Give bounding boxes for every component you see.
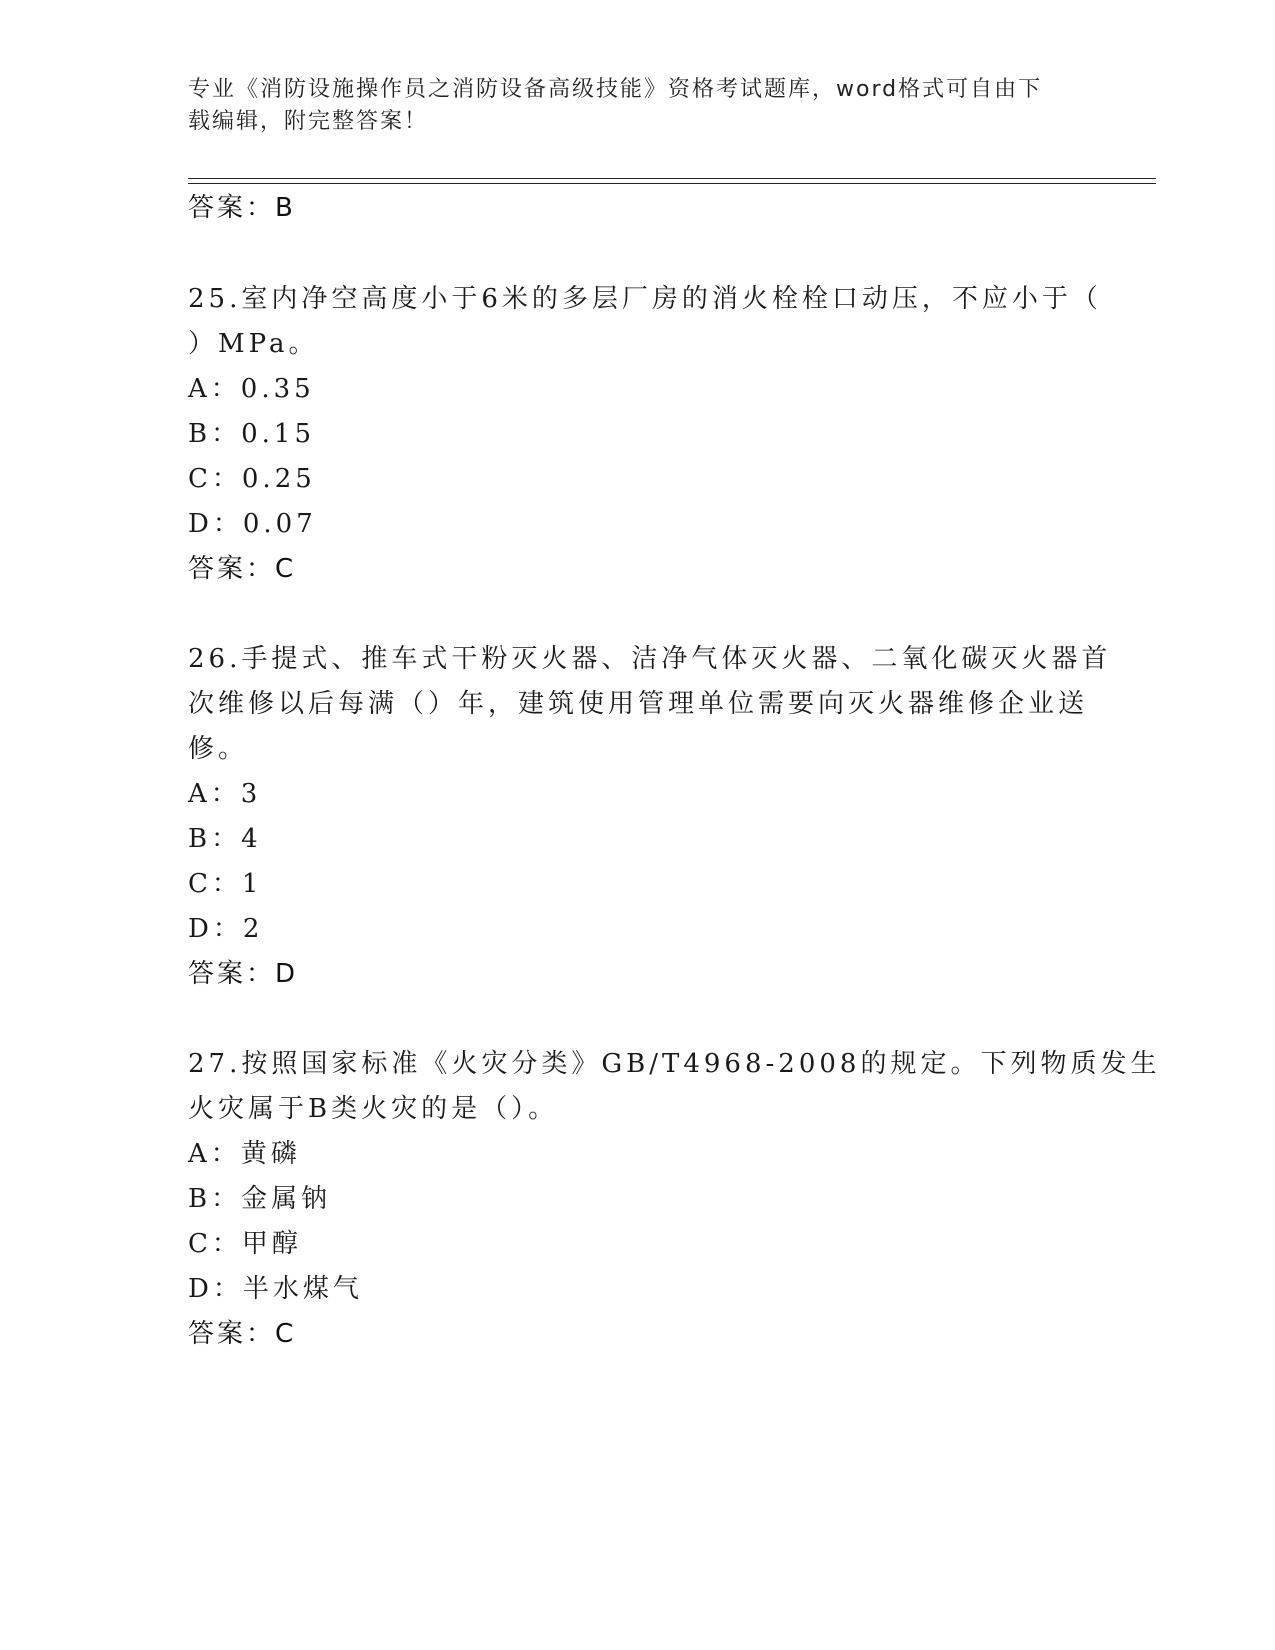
question-27-text-line-2: 火灾属于B类火灾的是（）。 — [188, 1094, 559, 1124]
question-25-option-c: C：0.25 — [188, 464, 316, 494]
question-26-text-line-2: 次维修以后每满（）年，建筑使用管理单位需要向灭火器维修企业送 — [188, 689, 1089, 719]
question-27-option-d: D：半水煤气 — [188, 1274, 363, 1304]
header-line-2: 载编辑，附完整答案！ — [188, 109, 429, 134]
question-26-option-a: A：3 — [188, 779, 262, 809]
question-26-option-c: C：1 — [188, 869, 263, 899]
question-25-text-line-2: ）MPa。 — [188, 329, 319, 359]
header-divider-bottom — [188, 183, 1156, 184]
question-25-option-b: B：0.15 — [188, 419, 315, 449]
document-header — [188, 74, 1068, 138]
question-26-text-line-1: 26.手提式、推车式干粉灭火器、洁净气体灭火器、二氧化碳灭火器首 — [188, 644, 1112, 674]
question-27-text-line-1: 27.按照国家标准《火灾分类》GB/T4968-2008的规定。下列物质发生 — [188, 1049, 1161, 1079]
question-25-option-a: A：0.35 — [188, 374, 315, 404]
previous-answer: 答案：B — [188, 193, 296, 223]
question-27-option-b: B：金属钠 — [188, 1184, 332, 1214]
question-27-option-a: A：黄磷 — [188, 1139, 301, 1169]
question-25-text-line-1: 25.室内净空高度小于6米的多层厂房的消火栓栓口动压，不应小于（ — [188, 284, 1102, 314]
question-25-option-d: D：0.07 — [188, 509, 317, 539]
question-26-text-line-3: 修。 — [188, 734, 249, 764]
question-26-option-d: D：2 — [188, 914, 264, 944]
header-divider-top — [188, 178, 1156, 179]
question-27-option-c: C：甲醇 — [188, 1229, 302, 1259]
question-27-answer: 答案：C — [188, 1319, 297, 1349]
header-line-1: 专业《消防设施操作员之消防设备高级技能》资格考试题库，word格式可自由下 — [188, 77, 1043, 102]
question-26-answer: 答案：D — [188, 959, 299, 989]
question-25-answer: 答案：C — [188, 554, 297, 584]
question-26-option-b: B：4 — [188, 824, 262, 854]
